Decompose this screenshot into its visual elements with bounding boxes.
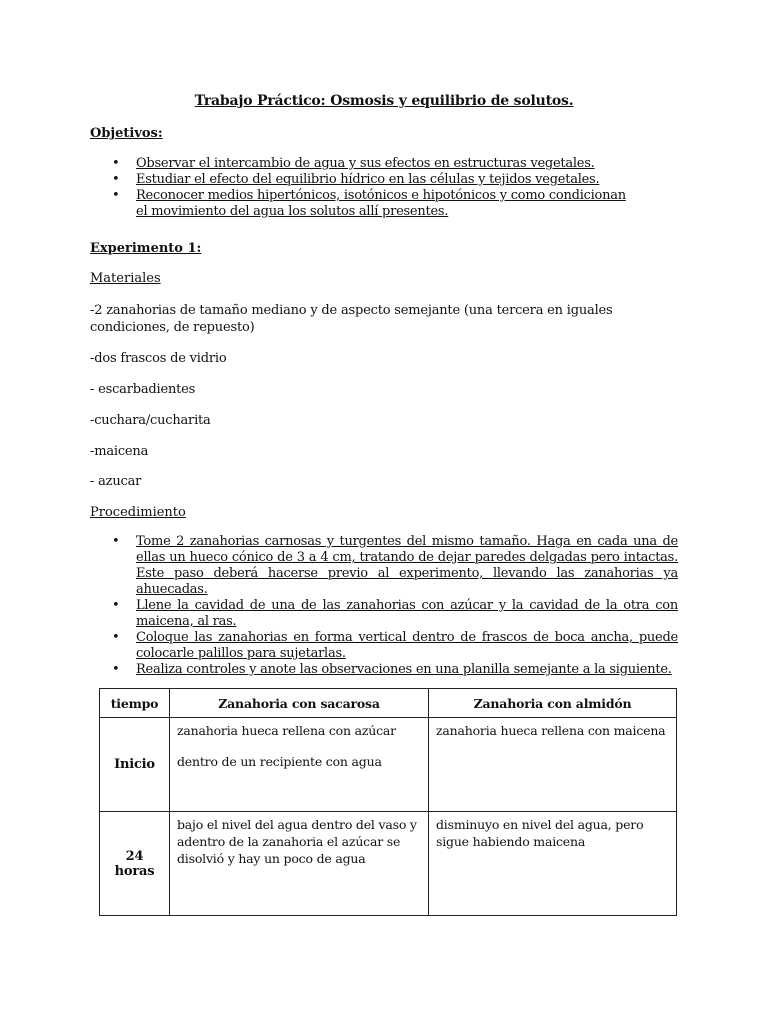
materials-heading: Materiales [90,271,161,286]
procedure-heading: Procedimiento [90,505,186,520]
material-item: -2 zanahorias de tamaño mediano y de aspecto semejante (una tercera en iguales condiciones, de repuesto) [90,303,613,335]
cell-sacarosa [170,718,429,812]
cell-text: bajo el nivel del agua dentro del vaso y adentro de la zanahoria el azúcar se disolvió y hay un poco de agua [177,817,417,866]
procedure-step: • Coloque las zanahorias en forma vertical dentro de frascos de boca ancha, puede colocarle palillos para sujetarlas. [112,630,678,662]
header-tiempo: tiempo [100,689,170,718]
cell-text: zanahoria hueca rellena con maicena [436,723,666,738]
header-almidon: Zanahoria con almidón [429,689,677,718]
objectives-heading: Objetivos: [90,126,163,141]
material-item: -maicena [90,444,149,459]
cell-text: zanahoria hueca rellena con azúcar [177,723,396,738]
header-sacarosa: Zanahoria con sacarosa [170,689,429,718]
procedure-list [112,534,678,678]
row-time: Inicio [100,718,170,812]
cell-sacarosa [170,812,429,916]
objective-item: • Observar el intercambio de agua y sus efectos en estructuras vegetales. [112,156,632,172]
observations-table [99,688,677,916]
objective-item: • Estudiar el efecto del equilibrio hídrico en las células y tejidos vegetales. [112,172,632,188]
cell-text: dentro de un recipiente con agua [177,754,382,769]
objective-item: • Reconocer medios hipertónicos, isotónicos e hipotónicos y como condicionan el movimiento del agua los solutos allí presentes. [112,188,632,220]
material-item: -dos frascos de vidrio [90,351,227,366]
procedure-step: • Tome 2 zanahorias carnosas y turgentes del mismo tamaño. Haga en cada una de ellas un hueco cónico de 3 a 4 cm, tratando de dejar paredes delgadas pero intactas. Este paso deberá hacerse previo al experimento, llevando las zanahorias ya ahuecadas. [112,534,678,598]
table-row [100,812,677,916]
material-item: -cuchara/cucharita [90,413,211,428]
page-title: Trabajo Práctico: Osmosis y equilibrio de solutos. [194,93,574,109]
material-item: - azucar [90,474,142,489]
table-row [100,718,677,812]
experiment-heading: Experimento 1: [90,241,202,256]
objectives-list [112,156,632,220]
cell-almidon [429,718,677,812]
table-header-row [100,689,677,718]
row-time: 24 horas [100,812,170,916]
cell-almidon [429,812,677,916]
material-item: - escarbadientes [90,382,196,397]
procedure-step: • Realiza controles y anote las observaciones en una planilla semejante a la siguiente. [112,662,678,678]
procedure-step: • Llene la cavidad de una de las zanahorias con azúcar y la cavidad de la otra con maicena, al ras. [112,598,678,630]
cell-text: disminuyo en nivel del agua, pero sigue habiendo maicena [436,817,644,849]
